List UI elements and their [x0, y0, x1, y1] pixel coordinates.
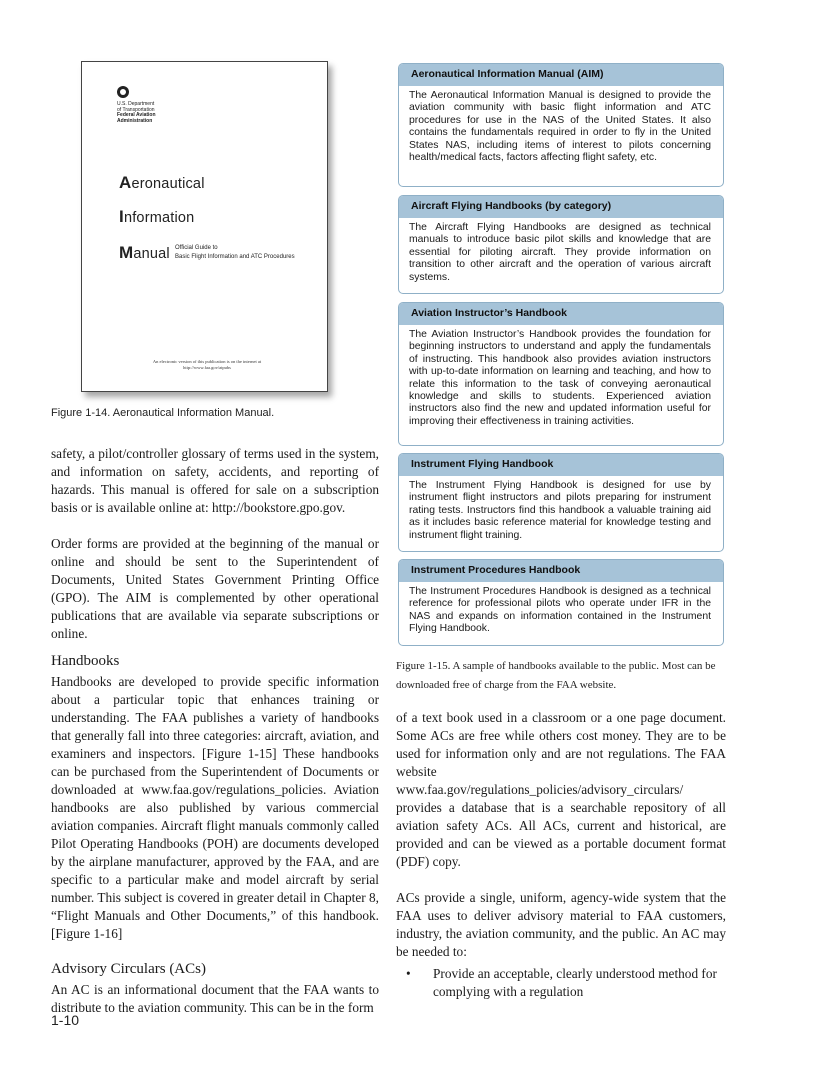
figure-1-14-caption: Figure 1-14. Aeronautical Information Manual.: [51, 407, 275, 419]
handbooks-heading: Handbooks: [51, 653, 120, 669]
left-text-column: [51, 445, 379, 1017]
paragraph: Order forms are provided at the beginning of the manual or online and should be sent to the Superintendent of Documents, United States Government Printing Office (GPO). The AIM is complemented by other operational publications that are available via separate subscriptions or online.: [51, 536, 379, 641]
handbook-box-text: The Instrument Procedures Handbook is designed as a technical reference for professional pilots who operate under IFR in the NAS and expands on information contained in the Instrument Flying Handbook.: [409, 586, 711, 635]
paragraph: safety, a pilot/controller glossary of terms used in the system, and information on safety, accidents, and reporting of hazards. This manual is offered for sale on a subscription basis or is available online at: http://bookstore.gpo.gov.: [51, 446, 379, 515]
cover-department: U.S. Department of Transportation Federal Aviation Administration: [117, 101, 156, 124]
paragraph: ACs provide a single, uniform, agency-wide system that the FAA uses to deliver advisory material to FAA customers, industry, the aviation community, and the public. An AC may be needed to:: [396, 890, 726, 959]
dot-seal-icon: [117, 86, 129, 98]
right-text-column: [396, 709, 726, 1001]
advisory-circulars-heading: Advisory Circulars (ACs): [51, 961, 206, 977]
handbook-box-instrument-procedures: [398, 559, 724, 646]
page-number: 1-10: [51, 1012, 80, 1028]
bullet-item: [396, 965, 726, 1001]
handbook-box-text: The Aircraft Flying Handbooks are designed as technical manuals to introduce basic pilot skills and knowledge that are essential for piloting aircraft. They provide information on transition to other aircraft and the operation of various aircraft systems.: [409, 222, 711, 283]
cover-title-line-1: Aeronautical: [119, 173, 205, 192]
handbook-box-text: The Aeronautical Information Manual is designed to provide the aviation community with basic flight information and ATC procedures for use in the NAS of the United States. It also contains the fundamentals required in order to fly in the United States NAS, including items of interest to pilots concerning health/medical facts, factors affecting flight safety, etc.: [409, 90, 711, 164]
paragraph: An AC is an informational document that the FAA wants to distribute to the aviation community. This can be in the form: [51, 982, 379, 1015]
cover-title-line-3: Manual: [119, 243, 170, 262]
aim-cover-image: [81, 61, 328, 392]
handbook-box-aviation-instructor: [398, 302, 724, 446]
handbook-box-title: Aircraft Flying Handbooks (by category): [399, 196, 723, 218]
handbook-box-text: The Aviation Instructor’s Handbook provides the foundation for beginning instructors to understand and apply the fundamentals of instructing. This handbook also provides aviation instructors with up-to-date information on learning and teaching, and how to relate this information to the task of conveying aeronautical knowledge and skills to students. Experienced aviation instructors also find the new and updated information useful for improving their effectiveness in training activities.: [409, 329, 711, 427]
handbook-box-title: Instrument Flying Handbook: [399, 454, 723, 476]
cover-subtitle: Official Guide to Basic Flight Information and ATC Procedures: [175, 245, 295, 260]
handbook-box-title: Aeronautical Information Manual (AIM): [399, 64, 723, 86]
handbook-box-title: Instrument Procedures Handbook: [399, 560, 723, 582]
cover-footer: An electronic version of this publication is on the internet at http://www.faa.gov/atpubs: [152, 359, 262, 370]
figure-1-15-caption: Figure 1-15. A sample of handbooks available to the public. Most can be downloaded free of charge from the FAA website.: [396, 660, 716, 691]
handbook-box-aircraft-flying: [398, 195, 724, 294]
handbook-box-aim: [398, 63, 724, 187]
bullet-icon: •: [406, 966, 411, 981]
paragraph: of a text book used in a classroom or a one page document. Some ACs are free while others cost money. They are to be used for information only and are not regulations. The FAA website www.faa.gov/regulations_policies/advisory_circulars/ provides a database that is a searchable repository of all aviation safety ACs. All ACs, current and historical, are provided and can be viewed as a portable document format (PDF) copy.: [396, 710, 726, 869]
paragraph: Handbooks are developed to provide specific information about a particular topic that enhances training or understanding. The FAA publishes a variety of handbooks that generally fall into three categories: aircraft, aviation, and examiners and inspectors. [Figure 1-15] These handbooks can be purchased from the Superintendent of Documents or downloaded at www.faa.gov/regulations_policies. Aviation handbooks are also published by various commercial aviation companies. Aircraft flight manuals commonly called Pilot Operating Handbooks (POH) are documents developed by the airplane manufacturer, approved by the FAA, and are specific to a particular make and model aircraft by serial number. This subject is covered in greater detail in Chapter 8, “Flight Manuals and Other Documents,” of this handbook. [Figure 1-16]: [51, 674, 379, 941]
handbook-box-text: The Instrument Flying Handbook is designed for use by instrument flight instructors and pilots preparing for instrument rating tests. Instructors find this handbook a valuable training aid as it includes basic reference material for knowledge testing and instrument flight training.: [409, 480, 711, 541]
handbook-box-instrument-flying: [398, 453, 724, 552]
cover-title-line-2: Information: [119, 207, 195, 226]
bullet-text: Provide an acceptable, clearly understood method for complying with a regulation: [433, 966, 717, 999]
handbook-box-title: Aviation Instructor’s Handbook: [399, 303, 723, 325]
